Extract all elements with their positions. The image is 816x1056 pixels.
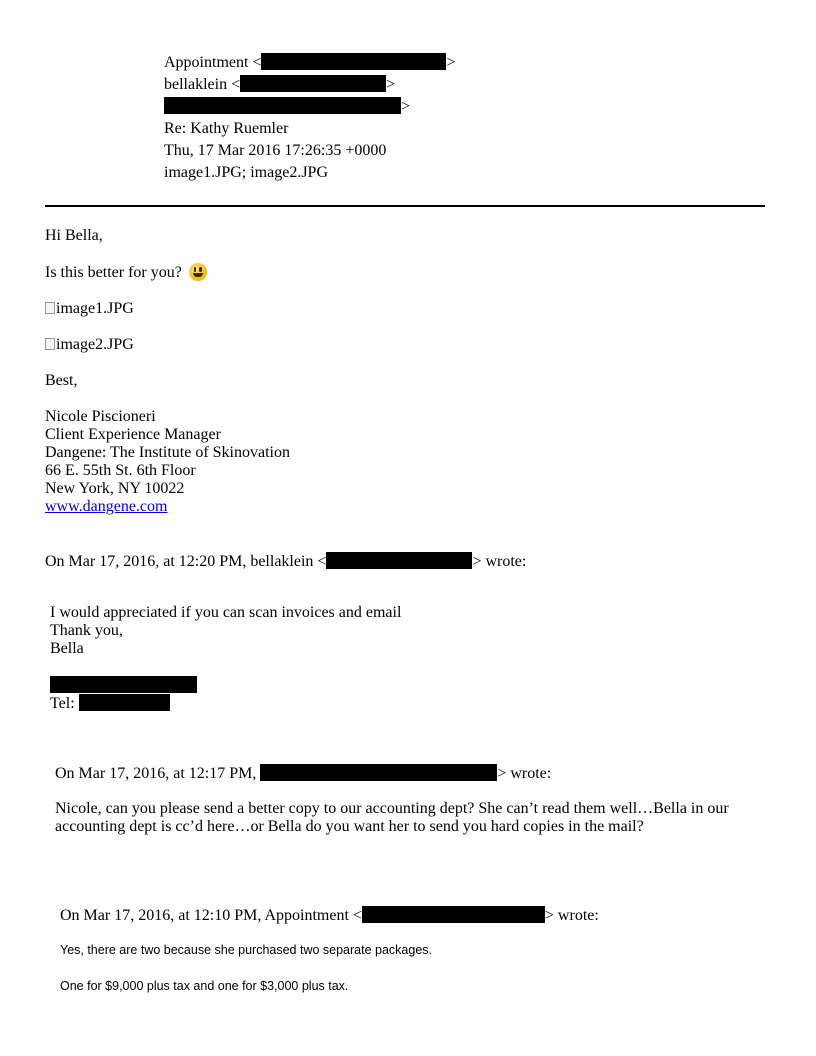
redaction-bar: [50, 676, 197, 693]
signature-title: Client Experience Manager: [45, 426, 221, 443]
quote1-intro-suffix: > wrote:: [472, 553, 527, 570]
redaction-bar: [326, 552, 472, 569]
from-name: Appointment: [164, 54, 249, 71]
to-value: bellaklein < >: [164, 76, 396, 93]
smiley-emoji-icon: [189, 263, 207, 281]
signoff: Best,: [45, 372, 78, 389]
quote2-line2: accounting dept is cc’d here…or Bella do you want her to send you hard copies in the mail?: [55, 818, 644, 835]
redaction-bar: [164, 97, 401, 114]
image2-placeholder[interactable]: [45, 336, 134, 354]
quote1-redacted-line: [50, 676, 197, 695]
quote1-line1: I would appreciated if you can scan invoices and email: [50, 604, 402, 621]
quote1-intro-prefix: On Mar 17, 2016, at 12:20 PM, bellaklein <: [45, 553, 327, 570]
quote3-intro-suffix: > wrote:: [544, 907, 599, 924]
question-text: Is this better for you?: [45, 264, 182, 281]
image1-placeholder[interactable]: [45, 300, 134, 318]
redaction-bar: [79, 694, 170, 711]
tel-label: Tel:: [50, 695, 75, 712]
quote2-intro: [55, 764, 551, 783]
broken-image-icon: [45, 302, 55, 314]
to-name: bellaklein: [164, 76, 228, 93]
redaction-bar: [362, 906, 545, 923]
image1-alt-text: image1.JPG: [56, 300, 134, 317]
quote2-intro-suffix: > wrote:: [497, 765, 552, 782]
quote2-intro-prefix: On Mar 17, 2016, at 12:17 PM,: [55, 765, 257, 782]
quote3-intro: [60, 906, 599, 925]
attachments-value: image1.JPG; image2.JPG: [164, 164, 328, 181]
date-value: Thu, 17 Mar 2016 17:26:35 +0000: [164, 142, 387, 159]
quote3-line1: Yes, there are two because she purchased two separate packages.: [60, 943, 432, 957]
signature-address2: New York, NY 10022: [45, 480, 185, 497]
quote2-line1: Nicole, can you please send a better copy to our accounting dept? She can’t read them well…Bella in our: [55, 800, 729, 817]
website-link[interactable]: www.dangene.com: [45, 498, 168, 515]
question-line: [45, 263, 207, 282]
quote1-tel-line: [50, 694, 170, 713]
quote1-line2: Thank you,: [50, 622, 123, 639]
image2-alt-text: image2.JPG: [56, 336, 134, 353]
greeting: Hi Bella,: [45, 227, 103, 244]
header-divider: [45, 205, 765, 207]
signature-company: Dangene: The Institute of Skinovation: [45, 444, 290, 461]
redaction-bar: [260, 764, 497, 781]
cc-value: >: [164, 97, 410, 117]
signature-name: Nicole Piscioneri: [45, 408, 156, 425]
quote1-line3: Bella: [50, 640, 84, 657]
redaction-bar: [261, 53, 446, 70]
quote1-intro: [45, 552, 526, 571]
subject-value: Re: Kathy Ruemler: [164, 120, 289, 137]
quote3-line2: One for $9,000 plus tax and one for $3,000 plus tax.: [60, 979, 349, 993]
signature-address1: 66 E. 55th St. 6th Floor: [45, 462, 196, 479]
signature-website-line: [45, 498, 167, 516]
from-value: Appointment < >: [164, 54, 456, 71]
broken-image-icon: [45, 338, 55, 350]
redaction-bar: [240, 75, 386, 92]
quote3-intro-prefix: On Mar 17, 2016, at 12:10 PM, Appointment <: [60, 907, 362, 924]
